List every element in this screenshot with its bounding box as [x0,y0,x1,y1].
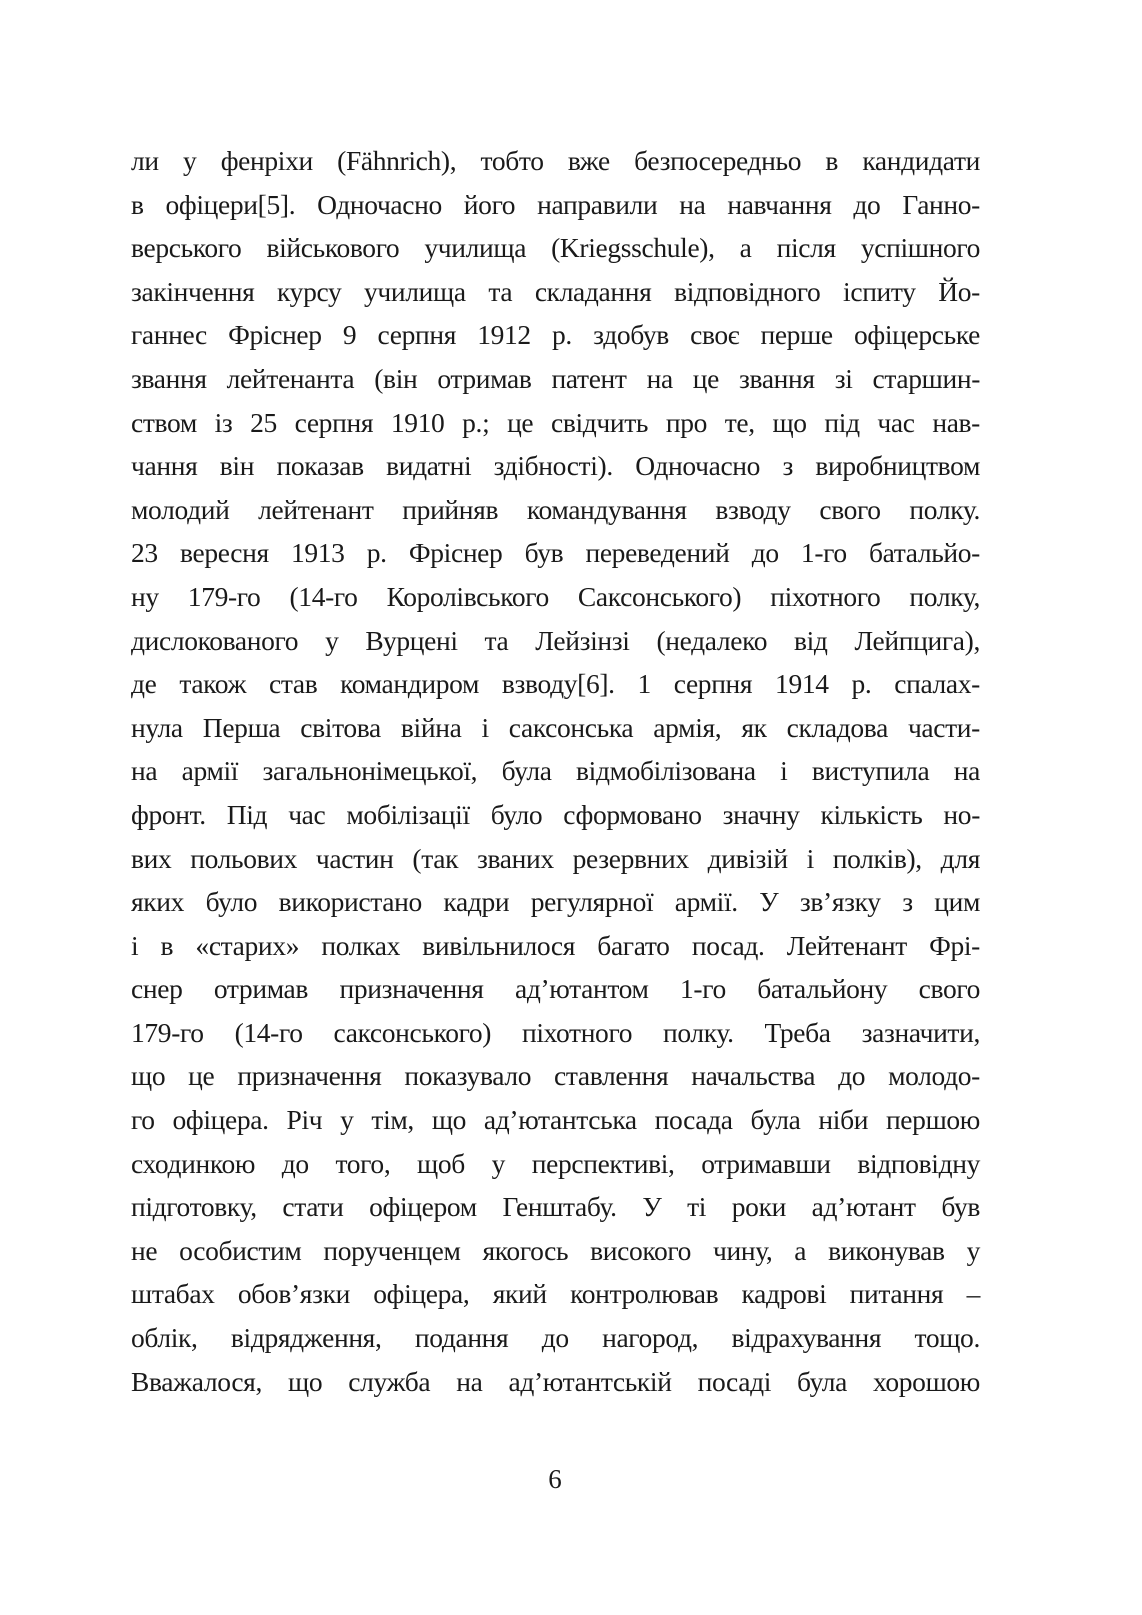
text-line: звання лейтенанта (він отримав патент на це звання зі старшин- [131,362,980,394]
text-line: на армії загальнонімецької, була відмобілізована і виступила на [131,755,980,787]
text-line: молодий лейтенант прийняв командування взводу свого полку. [131,493,980,525]
text-line: в офіцери[5]. Одночасно його направили на навчання до Ганно- [131,188,980,220]
text-line: нула Перша світова війна і саксонська армія, як складова части- [131,711,980,743]
text-line: підготовку, стати офіцером Генштабу. У ті роки ад’ютант був [131,1191,980,1223]
text-line: снер отримав призначення ад’ютантом 1-го батальйону свого [131,973,980,1005]
text-line: ли у фенріхи (Fähnrich), тобто вже безпосередньо в кандидати [131,145,980,176]
text-line: сходинкою до того, щоб у перспективі, отримавши відповідну [131,1147,980,1179]
text-line: облік, відрядження, подання до нагород, відрахування тощо. [131,1322,980,1354]
text-line: яких було використано кадри регулярної армії. У зв’язку з цим [131,886,980,918]
text-line: го офіцера. Річ у тім, що ад’ютантська посада була ніби першою [131,1104,980,1136]
text-line: закінчення курсу училища та складання відповідного іспиту Йо- [131,275,980,307]
text-line: верського військового училища (Kriegsschule), а після успішного [131,232,980,264]
page-number: 6 [548,1464,562,1494]
text-line: 23 вересня 1913 р. Фріснер був переведений до 1-го батальйо- [131,537,980,569]
text-line: Вважалося, що служба на ад’ютантській посаді була хорошою [131,1365,980,1397]
text-line: де також став командиром взводу[6]. 1 серпня 1914 р. спалах- [131,668,980,700]
text-line: не особистим порученцем якогось високого чину, а виконував у [131,1234,980,1266]
text-line: вих польових частин (так званих резервних дивізій і полків), для [131,842,980,874]
body-text [131,139,980,1403]
text-line: ну 179-го (14-го Королівського Саксонського) піхотного полку, [131,580,980,612]
text-line: 179-го (14-го саксонського) піхотного полку. Треба зазначити, [131,1016,980,1048]
text-line: дислокованого у Вурцені та Лейзінзі (недалеко від Лейпцига), [131,624,980,656]
text-line: чання він показав видатні здібності). Одночасно з виробництвом [131,450,980,482]
text-line: ством із 25 серпня 1910 р.; це свідчить про те, що під час нав- [131,406,980,438]
text-line: фронт. Під час мобілізації було сформовано значну кількість но- [131,798,980,830]
text-line: що це призначення показувало ставлення начальства до молодо- [131,1060,980,1092]
text-line: і в «старих» полках вивільнилося багато посад. Лейтенант Фрі- [131,929,980,961]
text-line: штабах обов’язки офіцера, який контролював кадрові питання – [131,1278,980,1310]
text-line: ганнес Фріснер 9 серпня 1912 р. здобув своє перше офіцерське [131,319,980,351]
